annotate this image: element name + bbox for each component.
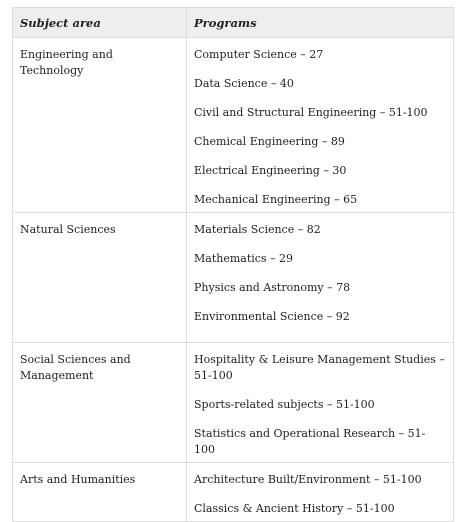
programs-cell <box>187 213 454 343</box>
rankings-table-container <box>12 7 453 522</box>
program-item: Civil and Structural Engineering – 51-100 <box>194 106 428 119</box>
program-item: Computer Science – 27 <box>194 48 324 61</box>
header-subject-area: Subject area <box>13 8 187 38</box>
program-item: Environmental Science – 92 <box>194 310 350 323</box>
program-item: Statistics and Operational Research – 51-100 <box>194 427 426 456</box>
program-item: Materials Science – 82 <box>194 223 321 236</box>
program-item: Hospitality & Leisure Management Studies – 51-100 <box>194 353 445 382</box>
program-item: Data Science – 40 <box>194 77 294 90</box>
subject-area-cell: Arts and Humanities <box>13 463 187 522</box>
program-item: Mathematics – 29 <box>194 252 294 265</box>
programs-cell <box>187 343 454 463</box>
program-item: Architecture Built/Environment – 51-100 <box>194 473 422 486</box>
program-item: Mechanical Engineering – 65 <box>194 193 358 206</box>
subject-area-cell: Engineering and Technology <box>13 38 187 213</box>
program-item: Chemical Engineering – 89 <box>194 135 345 148</box>
subject-area-cell: Natural Sciences <box>13 213 187 343</box>
programs-cell <box>187 38 454 213</box>
program-item: Classics & Ancient History – 51-100 <box>194 502 395 515</box>
table-row <box>13 343 454 463</box>
programs-cell <box>187 463 454 522</box>
header-programs: Programs <box>187 8 454 38</box>
program-item: Electrical Engineering – 30 <box>194 164 347 177</box>
table-header-row <box>13 8 454 38</box>
program-item: Physics and Astronomy – 78 <box>194 281 351 294</box>
subject-area-cell: Social Sciences and Management <box>13 343 187 463</box>
table-row <box>13 213 454 343</box>
subject-programs-table <box>12 7 454 522</box>
table-row <box>13 38 454 213</box>
table-row <box>13 463 454 522</box>
program-item: Sports-related subjects – 51-100 <box>194 398 375 411</box>
